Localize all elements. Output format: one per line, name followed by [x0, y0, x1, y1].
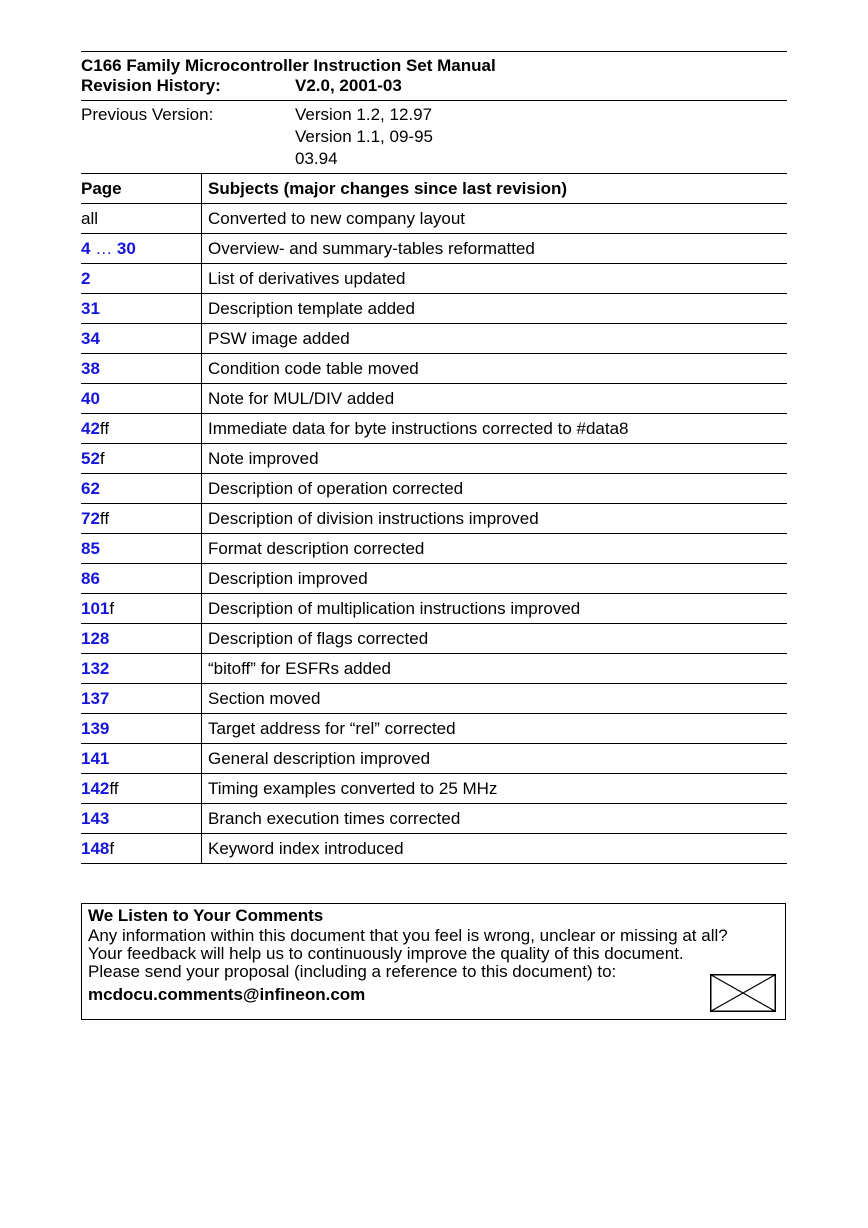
page-cell [81, 414, 202, 444]
page-link[interactable]: 38 [81, 358, 100, 378]
table-row [81, 624, 787, 654]
previous-version-block [81, 101, 787, 173]
page-link[interactable]: 142 [81, 778, 110, 798]
page-cell [81, 774, 202, 804]
page-cell [81, 354, 202, 384]
page-suffix: f [99, 448, 105, 468]
table-row [81, 234, 787, 264]
page-cell [81, 654, 202, 684]
page-cell [81, 834, 202, 864]
subject-cell: Overview- and summary-tables reformatted [202, 234, 788, 264]
table-row [81, 444, 787, 474]
subject-cell: “bitoff” for ESFRs added [202, 654, 788, 684]
page-cell [81, 234, 202, 264]
subject-cell: Description template added [202, 294, 788, 324]
revision-history-value: V2.0, 2001-03 [295, 76, 402, 95]
page-cell [81, 594, 202, 624]
subject-cell: Description of flags corrected [202, 624, 788, 654]
feedback-email[interactable]: mcdocu.comments@infineon.com [88, 985, 366, 1004]
page-cell [81, 684, 202, 714]
page-link[interactable]: 128 [81, 628, 110, 648]
table-row [81, 414, 787, 444]
table-row [81, 504, 787, 534]
table-row [81, 714, 787, 744]
table-row [81, 804, 787, 834]
subject-cell: Branch execution times corrected [202, 804, 788, 834]
table-row [81, 594, 787, 624]
page-cell [81, 534, 202, 564]
previous-version-item: Version 1.2, 12.97 [295, 105, 433, 124]
table-row [81, 474, 787, 504]
page-range-separator: … [90, 238, 117, 258]
subject-cell: Description improved [202, 564, 788, 594]
column-header-subjects: Subjects (major changes since last revision) [202, 174, 788, 204]
revision-history-line [81, 76, 787, 98]
title-block [81, 52, 787, 100]
page-cell [81, 384, 202, 414]
page-cell [81, 804, 202, 834]
subject-cell: Timing examples converted to 25 MHz [202, 774, 788, 804]
page-cell [81, 564, 202, 594]
page-label: all [81, 208, 99, 228]
table-row [81, 774, 787, 804]
page-suffix: ff [99, 508, 110, 528]
column-header-page: Page [81, 174, 202, 204]
table-body [81, 204, 787, 864]
subject-cell: Section moved [202, 684, 788, 714]
comments-line: Any information within this document that you feel is wrong, unclear or missing at all? [88, 926, 728, 945]
page-link[interactable]: 86 [81, 568, 100, 588]
page-link[interactable]: 137 [81, 688, 110, 708]
page-link[interactable]: 139 [81, 718, 110, 738]
page-suffix: ff [109, 778, 119, 798]
page-cell [81, 294, 202, 324]
previous-version-item: Version 1.1, 09-95 [295, 127, 433, 146]
table-row [81, 654, 787, 684]
subject-cell: General description improved [202, 744, 788, 774]
subject-cell: Description of operation corrected [202, 474, 788, 504]
comments-line: Please send your proposal (including a reference to this document) to: [88, 962, 617, 981]
page-link[interactable]: 141 [81, 748, 110, 768]
page-link[interactable]: 4 [81, 238, 91, 258]
subject-cell: List of derivatives updated [202, 264, 788, 294]
page-cell [81, 744, 202, 774]
table-row [81, 384, 787, 414]
subject-cell: Description of multiplication instructions improved [202, 594, 788, 624]
page-link[interactable]: 31 [81, 298, 100, 318]
subject-cell: Converted to new company layout [202, 204, 788, 234]
page-cell [81, 504, 202, 534]
table-row [81, 264, 787, 294]
page-cell [81, 444, 202, 474]
page-link[interactable]: 30 [116, 238, 136, 258]
page-link[interactable]: 2 [81, 268, 91, 288]
page-link[interactable]: 101 [81, 598, 110, 618]
page-cell [81, 624, 202, 654]
table-row [81, 684, 787, 714]
subject-cell: Target address for “rel” corrected [202, 714, 788, 744]
table-row [81, 354, 787, 384]
subject-cell: Description of division instructions improved [202, 504, 788, 534]
table-row [81, 324, 787, 354]
page-link[interactable]: 34 [81, 328, 100, 348]
manual-title: C166 Family Microcontroller Instruction Set Manual [81, 56, 496, 75]
page-link[interactable]: 148 [81, 838, 110, 858]
page-link[interactable]: 132 [81, 658, 110, 678]
previous-version-label: Previous Version: [81, 105, 214, 124]
subject-cell: Condition code table moved [202, 354, 788, 384]
page-cell [81, 264, 202, 294]
table-row [81, 744, 787, 774]
table-row [81, 564, 787, 594]
previous-version-list [295, 104, 433, 170]
table-header-row [81, 174, 787, 204]
page-cell [81, 204, 202, 234]
page-cell [81, 324, 202, 354]
subject-cell: Immediate data for byte instructions corrected to #data8 [202, 414, 788, 444]
page-link[interactable]: 42 [81, 418, 100, 438]
page-link[interactable]: 62 [81, 478, 100, 498]
revision-changes-table [81, 174, 787, 864]
page-link[interactable]: 143 [81, 808, 110, 828]
page-link[interactable]: 52 [81, 448, 100, 468]
comments-box [81, 903, 786, 1020]
revision-history-label: Revision History: [81, 76, 221, 95]
table-row [81, 204, 787, 234]
table-row [81, 534, 787, 564]
subject-cell: Keyword index introduced [202, 834, 788, 864]
subject-cell: Format description corrected [202, 534, 788, 564]
page-suffix: f [109, 838, 115, 858]
page-suffix: f [109, 598, 115, 618]
previous-version-item: 03.94 [295, 149, 338, 168]
subject-cell: Note for MUL/DIV added [202, 384, 788, 414]
comments-line: Your feedback will help us to continuously improve the quality of this document. [88, 944, 684, 963]
page-link[interactable]: 40 [81, 388, 100, 408]
table-row [81, 834, 787, 864]
page-cell [81, 714, 202, 744]
subject-cell: Note improved [202, 444, 788, 474]
page-link[interactable]: 85 [81, 538, 100, 558]
page-link[interactable]: 72 [81, 508, 100, 528]
envelope-icon [710, 974, 776, 1012]
page-cell [81, 474, 202, 504]
revision-history-page [81, 51, 787, 864]
comments-title: We Listen to Your Comments [88, 906, 324, 925]
subject-cell: PSW image added [202, 324, 788, 354]
table-row [81, 294, 787, 324]
page-suffix: ff [99, 418, 110, 438]
